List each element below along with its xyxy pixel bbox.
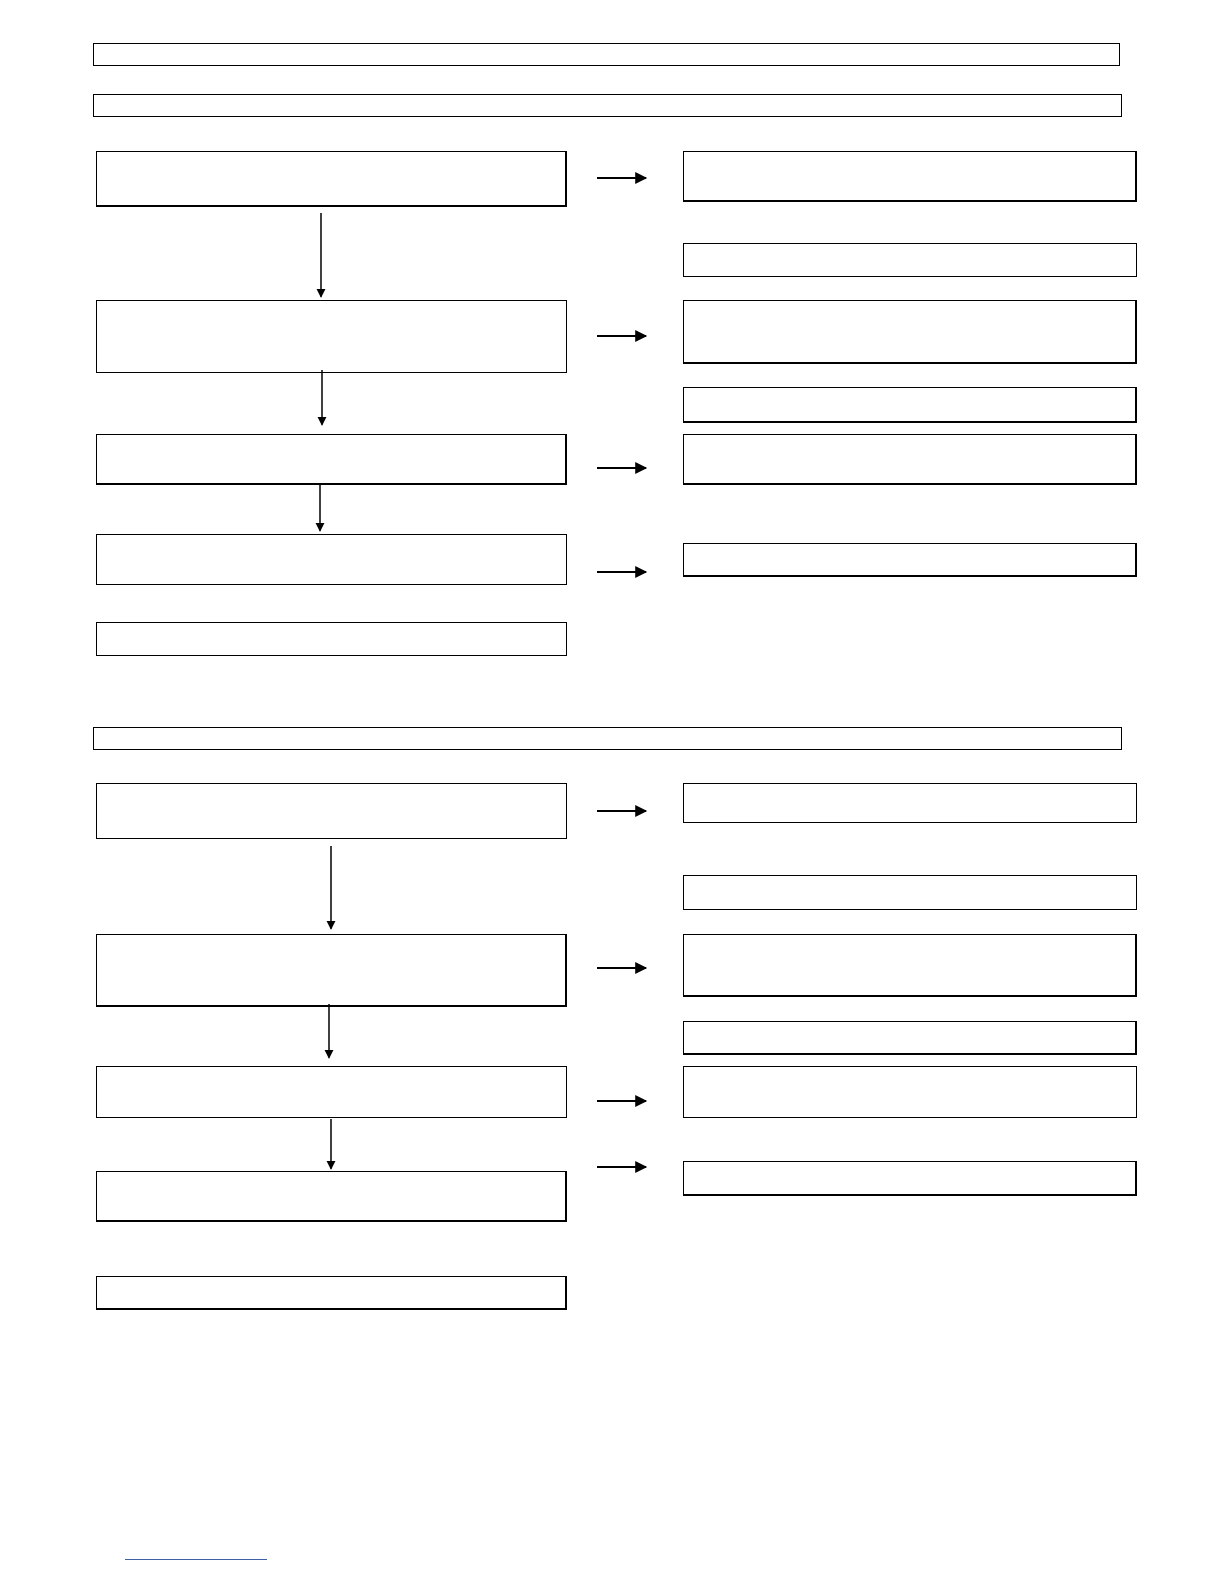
page-title (93, 43, 1120, 66)
s2-left-step-3 (96, 1066, 567, 1118)
s1-right-step-6 (683, 543, 1137, 577)
s2-right-step-4 (683, 1021, 1137, 1055)
s1-right-step-1 (683, 151, 1137, 202)
s1-left-step-4 (96, 534, 567, 585)
s1-right-step-4 (683, 387, 1137, 423)
section-2-heading (93, 727, 1122, 750)
s2-right-step-5 (683, 1066, 1137, 1118)
s1-left-step-1 (96, 151, 567, 207)
footnote-rule (125, 1559, 267, 1560)
s1-right-step-2 (683, 243, 1137, 277)
s2-left-step-2 (96, 934, 567, 1007)
s1-left-step-3 (96, 434, 567, 485)
s2-left-step-1 (96, 783, 567, 839)
s1-left-step-5 (96, 622, 567, 656)
s2-right-step-6 (683, 1161, 1137, 1196)
s2-right-step-3 (683, 934, 1137, 997)
s2-right-step-1 (683, 783, 1137, 823)
s1-left-step-2 (96, 300, 567, 373)
s1-right-step-3 (683, 300, 1137, 364)
s2-left-step-5 (96, 1276, 567, 1310)
s2-left-step-4 (96, 1171, 567, 1222)
s1-right-step-5 (683, 434, 1137, 485)
s2-right-step-2 (683, 875, 1137, 910)
section-1-heading (93, 94, 1122, 117)
